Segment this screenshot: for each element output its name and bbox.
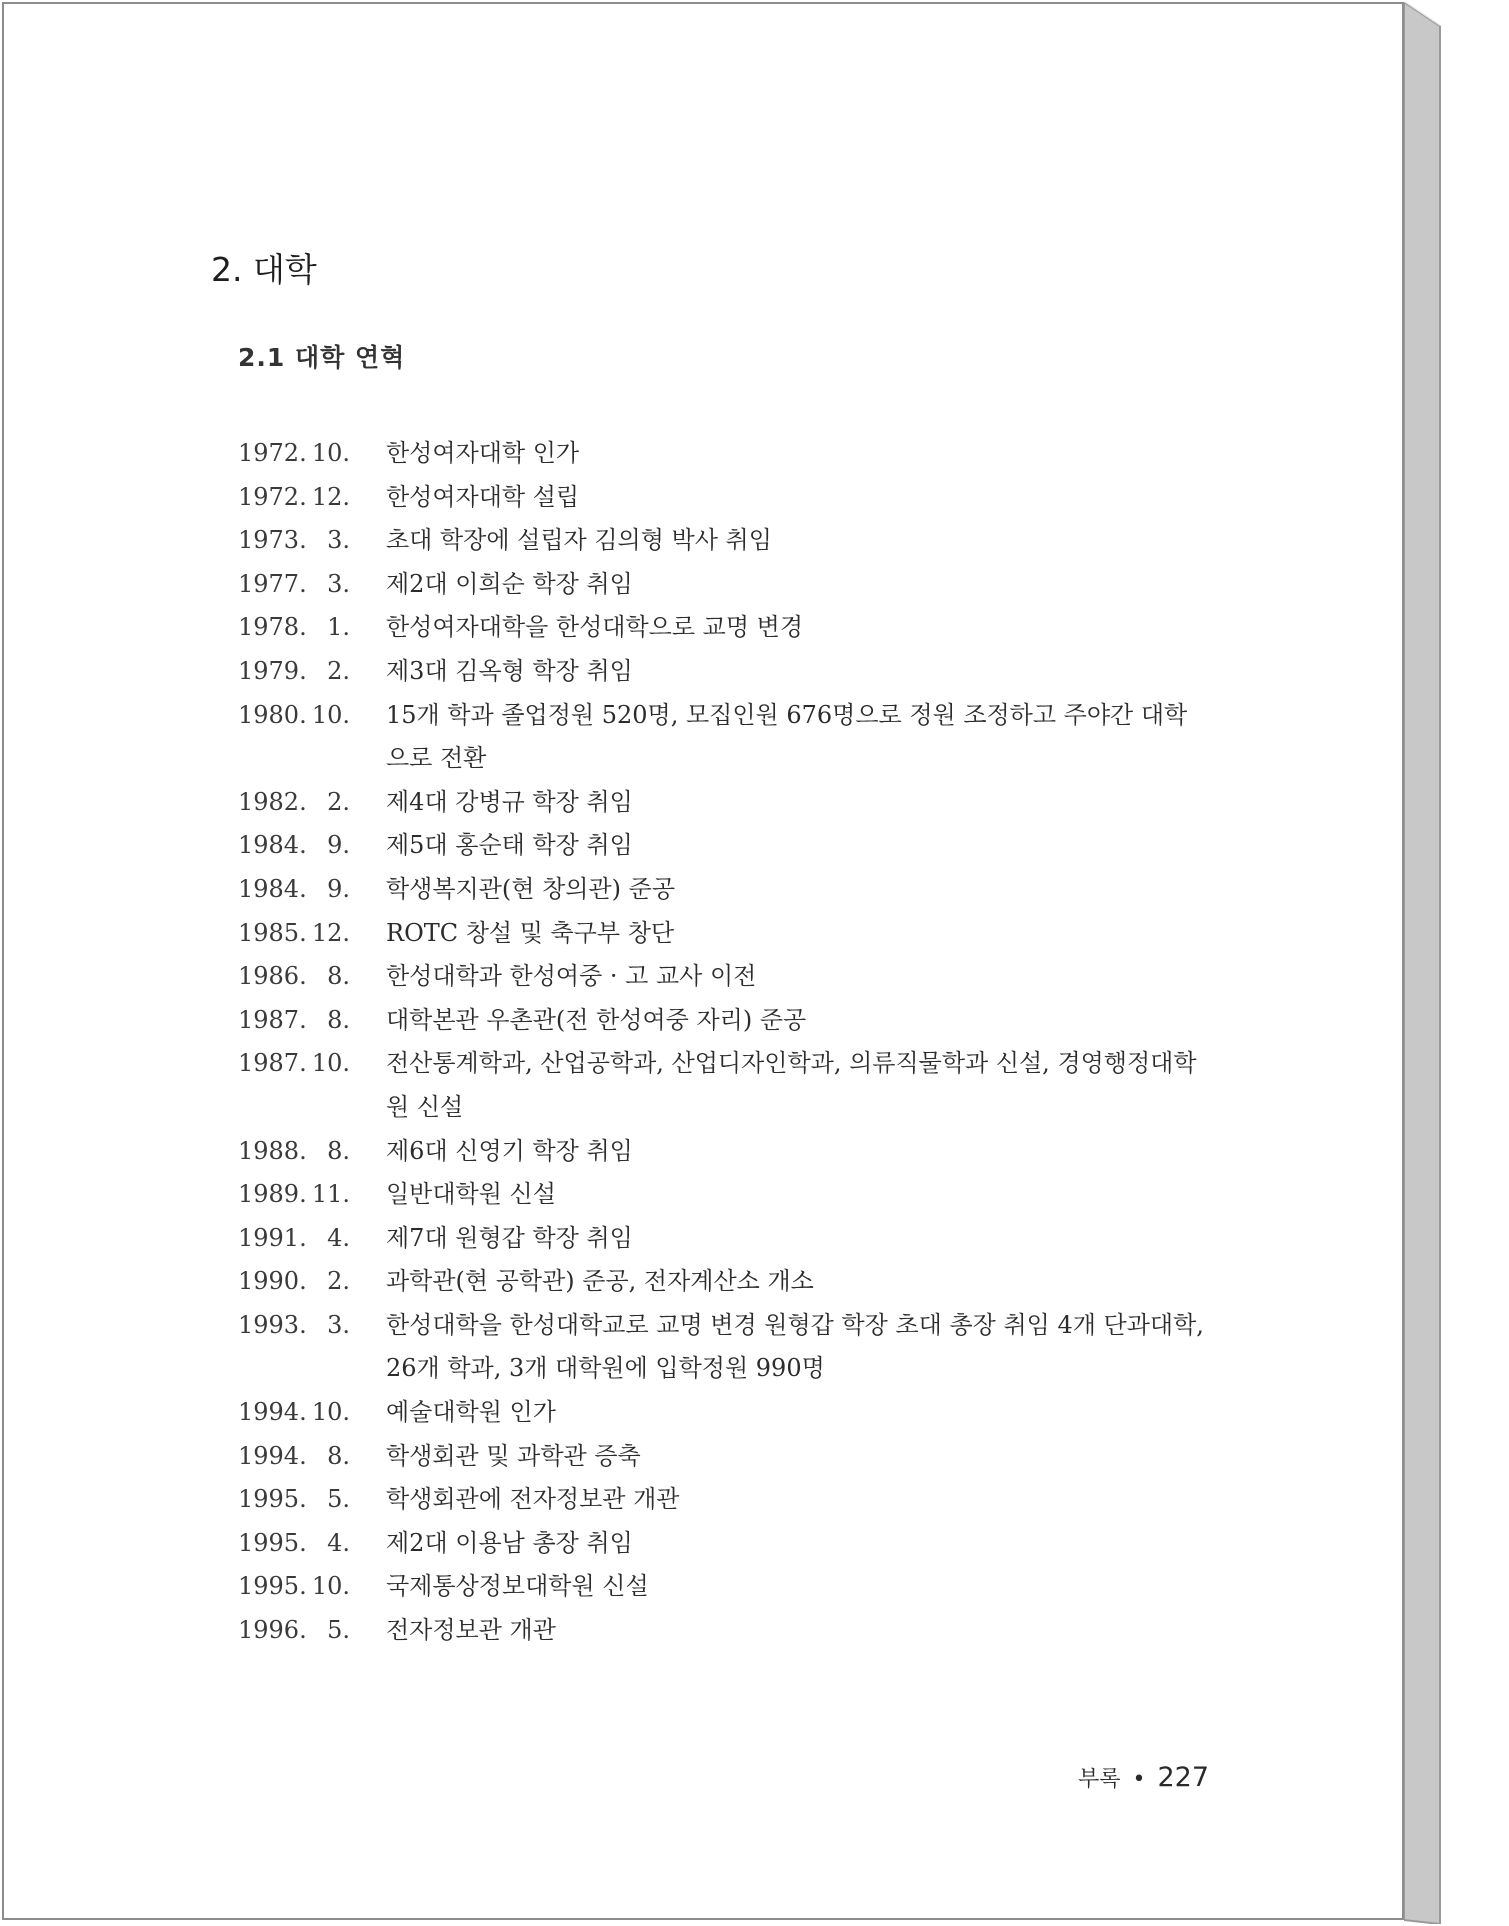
entry-date (238, 1217, 386, 1261)
entry-month: 10. (311, 1398, 350, 1427)
entry-date (238, 606, 386, 650)
timeline-entry (238, 606, 1208, 650)
entry-month: 8. (327, 1005, 350, 1034)
entry-year: 1995. (238, 1528, 307, 1557)
entry-date (238, 1478, 386, 1522)
entry-month: 3. (327, 526, 350, 555)
entry-year: 1987. (238, 1005, 307, 1034)
entry-date (238, 476, 386, 520)
entry-text: 국제통상정보대학원 신설 (386, 1572, 649, 1601)
entry-text: 제7대 원형갑 학장 취임 (386, 1223, 633, 1252)
timeline-entry (238, 650, 1208, 694)
entry-year: 1988. (238, 1136, 307, 1165)
entry-month: 8. (327, 1441, 350, 1470)
timeline-entry (238, 1522, 1208, 1566)
entry-month: 2. (327, 656, 350, 685)
entry-date (238, 955, 386, 999)
timeline-entry (238, 694, 1208, 781)
entry-month: 12. (311, 482, 350, 511)
entry-year: 1972. (238, 439, 307, 467)
timeline-entry (238, 1304, 1208, 1391)
entry-year: 1985. (238, 918, 307, 947)
entry-year: 1994. (238, 1441, 307, 1470)
entry-year: 1984. (238, 874, 307, 903)
timeline-entry (238, 1217, 1208, 1261)
entry-text: 제3대 김옥형 학장 취임 (386, 656, 633, 685)
entry-month: 3. (327, 569, 350, 598)
entry-text: 전자정보관 개관 (386, 1616, 556, 1645)
entry-month: 10. (311, 1049, 350, 1078)
timeline-entry (238, 563, 1208, 607)
entry-date (238, 999, 386, 1043)
entry-year: 1993. (238, 1310, 307, 1339)
timeline-entry (238, 999, 1208, 1043)
entry-date (238, 868, 386, 912)
entry-date (238, 1565, 386, 1609)
entry-month: 5. (327, 1616, 350, 1645)
timeline-entry (238, 476, 1208, 520)
timeline-entry (238, 519, 1208, 563)
entry-month: 3. (327, 1310, 350, 1339)
entry-date (238, 1260, 386, 1304)
entry-year: 1994. (238, 1398, 307, 1427)
entry-month: 8. (327, 962, 350, 991)
entry-year: 1973. (238, 526, 307, 555)
entry-year: 1978. (238, 613, 307, 642)
entry-year: 1982. (238, 787, 307, 816)
entry-date (238, 1130, 386, 1174)
page-number: 227 (1157, 1762, 1210, 1793)
entry-text: 제5대 홍순태 학장 취임 (386, 831, 633, 860)
entry-text: 제2대 이희순 학장 취임 (386, 569, 633, 598)
entry-year: 1977. (238, 569, 307, 598)
entry-date (238, 1304, 386, 1348)
timeline-entry (238, 1173, 1208, 1217)
entry-month: 8. (327, 1136, 350, 1165)
timeline-entry (238, 1260, 1208, 1304)
entry-text: 전산통계학과, 산업공학과, 산업디자인학과, 의류직물학과 신설, 경영행정대학원 신설 (386, 1049, 1197, 1121)
entry-text: 한성여자대학 인가 (386, 439, 580, 467)
entry-text: ROTC 창설 및 축구부 창단 (386, 918, 675, 947)
entry-date (238, 1391, 386, 1435)
timeline-entry (238, 912, 1208, 956)
book-page (2, 2, 1404, 1920)
entry-text: 학생회관 및 과학관 증축 (386, 1441, 641, 1470)
entry-text: 제4대 강병규 학장 취임 (386, 787, 633, 816)
entry-date (238, 432, 386, 476)
timeline-entry (238, 1435, 1208, 1479)
entry-date (238, 1042, 386, 1086)
entry-text: 과학관(현 공학관) 준공, 전자계산소 개소 (386, 1267, 814, 1296)
timeline-entry (238, 1391, 1208, 1435)
timeline-entry (238, 955, 1208, 999)
entry-text: 대학본관 우촌관(전 한성여중 자리) 준공 (386, 1005, 807, 1034)
footer-label: 부록 (1078, 1767, 1121, 1792)
entry-text: 제2대 이용남 총장 취임 (386, 1528, 633, 1557)
entry-month: 5. (327, 1485, 350, 1514)
timeline-entry (238, 781, 1208, 825)
entry-text: 제6대 신영기 학장 취임 (386, 1136, 633, 1165)
entry-year: 1995. (238, 1572, 307, 1601)
entry-text: 예술대학원 인가 (386, 1398, 556, 1427)
section-title: 2.1 대학 연혁 (238, 343, 406, 372)
entry-year: 1995. (238, 1485, 307, 1514)
entry-date (238, 519, 386, 563)
entry-month: 4. (327, 1223, 350, 1252)
entry-month: 10. (311, 700, 350, 729)
timeline-entry (238, 1609, 1208, 1653)
page-footer (1078, 1762, 1209, 1793)
timeline-entry (238, 1565, 1208, 1609)
timeline-entry (238, 1130, 1208, 1174)
entry-date (238, 694, 386, 738)
entry-month: 9. (327, 874, 350, 903)
entry-month: 12. (311, 918, 350, 947)
entry-date (238, 563, 386, 607)
entry-text: 한성여자대학 설립 (386, 482, 580, 511)
timeline-entry (238, 824, 1208, 868)
history-timeline (238, 432, 1208, 1653)
entry-text: 초대 학장에 설립자 김의형 박사 취임 (386, 526, 772, 555)
entry-text: 학생복지관(현 창의관) 준공 (386, 874, 676, 903)
entry-month: 10. (311, 1572, 350, 1601)
entry-year: 1986. (238, 962, 307, 991)
entry-month: 9. (327, 831, 350, 860)
entry-month: 11. (311, 1180, 350, 1209)
entry-month: 2. (327, 1267, 350, 1296)
entry-month: 10. (311, 439, 350, 467)
entry-year: 1980. (238, 700, 307, 729)
entry-date (238, 1435, 386, 1479)
entry-month: 2. (327, 787, 350, 816)
timeline-entry (238, 1478, 1208, 1522)
timeline-entry (238, 432, 1208, 476)
entry-text: 학생회관에 전자정보관 개관 (386, 1485, 680, 1514)
entry-year: 1987. (238, 1049, 307, 1078)
entry-date (238, 781, 386, 825)
entry-year: 1989. (238, 1180, 307, 1209)
entry-date (238, 1609, 386, 1653)
entry-year: 1991. (238, 1223, 307, 1252)
entry-month: 4. (327, 1528, 350, 1557)
entry-text: 한성대학을 한성대학교로 교명 변경 원형갑 학장 초대 총장 취임 4개 단과대학, 26개 학과, 3개 대학원에 입학정원 990명 (386, 1310, 1204, 1383)
entry-date (238, 912, 386, 956)
entry-date (238, 1173, 386, 1217)
timeline-entry (238, 1042, 1208, 1129)
entry-year: 1979. (238, 656, 307, 685)
chapter-title: 2. 대학 (211, 250, 317, 289)
entry-year: 1990. (238, 1267, 307, 1296)
entry-year: 1972. (238, 482, 307, 511)
entry-text: 15개 학과 졸업정원 520명, 모집인원 676명으로 정원 조정하고 주야간 대학으로 전환 (386, 700, 1188, 773)
entry-text: 한성여자대학을 한성대학으로 교명 변경 (386, 613, 804, 642)
entry-year: 1996. (238, 1616, 307, 1645)
timeline-entry (238, 868, 1208, 912)
entry-month: 1. (327, 613, 350, 642)
entry-date (238, 824, 386, 868)
entry-date (238, 650, 386, 694)
entry-year: 1984. (238, 831, 307, 860)
entry-text: 한성대학과 한성여중 · 고 교사 이전 (386, 962, 757, 991)
footer-bullet: • (1132, 1767, 1146, 1792)
entry-date (238, 1522, 386, 1566)
entry-text: 일반대학원 신설 (386, 1180, 556, 1209)
